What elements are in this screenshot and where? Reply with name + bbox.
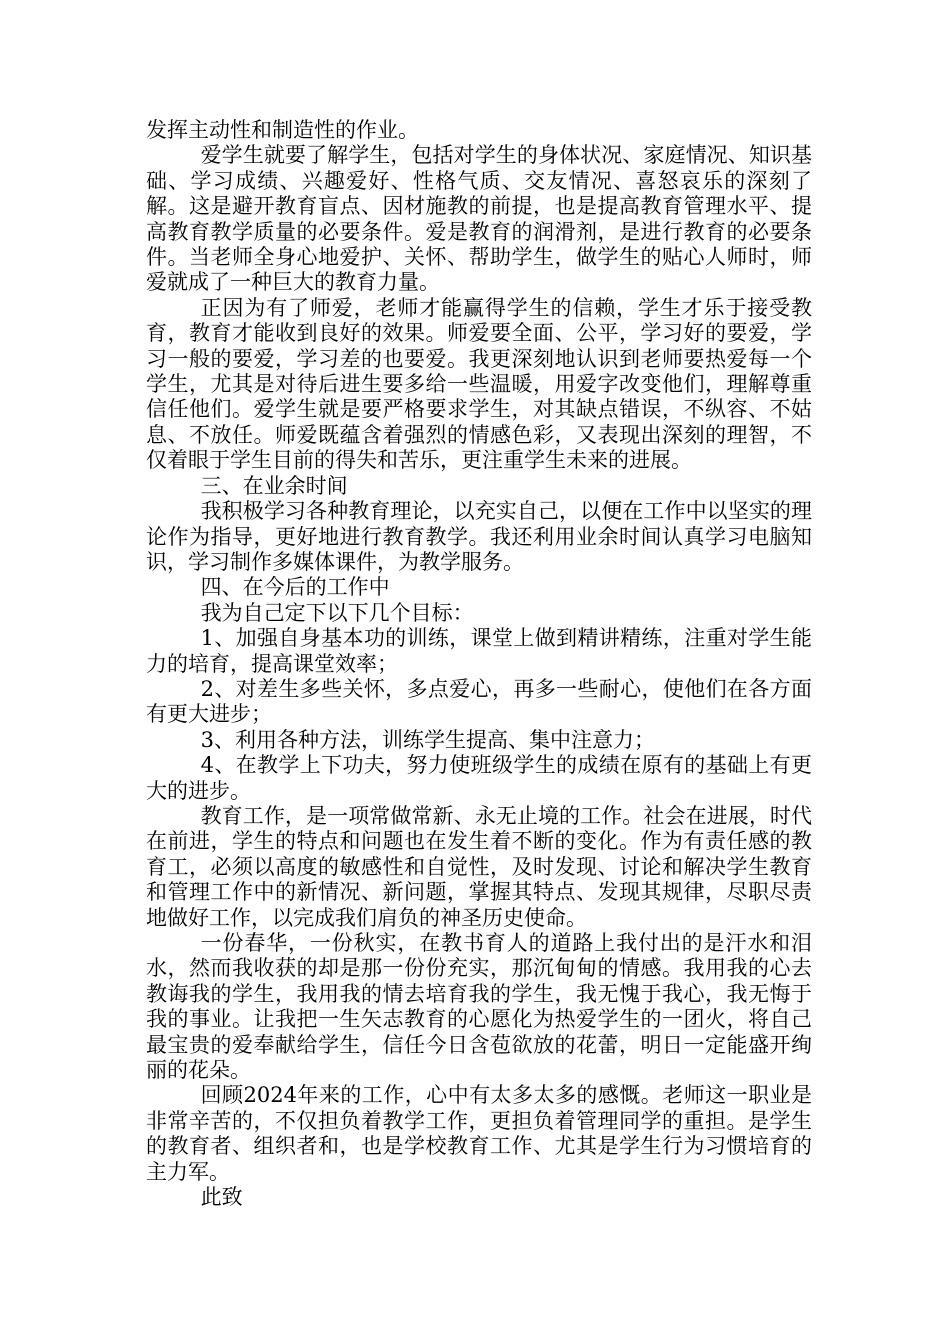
document-page [146, 118, 812, 1210]
goal-item-2: 2、对差生多些关怀，多点爱心，再多一些耐心，使他们在各方面有更大进步； [146, 676, 812, 727]
paragraph-4: 我积极学习各种教育理论，以充实自己，以便在工作中以坚实的理论作为指导，更好地进行教育教学。我还利用业余时间认真学习电脑知识，学习制作多媒体课件，为教学服务。 [146, 499, 812, 574]
paragraph-3: 正因为有了师爱，老师才能赢得学生的信赖，学生才乐于接受教育，教育才能收到良好的效果。师爱要全面、公平，学习好的要爱，学习一般的要爱，学习差的也要爱。我更深刻地认识到老师要热爱每一个学生，尤其是对待后进生要多给一些温暖，用爱字改变他们，理解尊重信任他们。爱学生就是要严格要求学生，对其缺点错误，不纵容、不姑息、不放任。师爱既蕴含着强烈的情感色彩，又表现出深刻的理智，不仅着眼于学生目前的得失和苦乐，更注重学生未来的进展。 [146, 295, 812, 473]
paragraph-2: 爱学生就要了解学生，包括对学生的身体状况、家庭情况、知识基础、学习成绩、兴趣爱好、性格气质、交友情况、喜怒哀乐的深刻了解。这是避开教育盲点、因材施教的前提，也是提高教育管理水平、提高教育教学质量的必要条件。爱是教育的润滑剂，是进行教育的必要条件。当老师全身心地爱护、关怀、帮助学生，做学生的贴心人师时，师爱就成了一种巨大的教育力量。 [146, 143, 812, 295]
paragraph-goals-intro: 我为自己定下以下几个目标： [200, 600, 474, 625]
paragraph-5: 教育工作，是一项常做常新、永无止境的工作。社会在进展，时代在前进，学生的特点和问题也在发生着不断的变化。作为有责任感的教育工，必须以高度的敏感性和自觉性，及时发现、讨论和解决学生教育和管理工作中的新情况、新问题，掌握其特点、发现其规律，尽职尽责地做好工作，以完成我们肩负的神圣历史使命。 [146, 803, 812, 930]
goal-item-3: 3、利用各种方法，训练学生提高、集中注意力； [200, 727, 655, 752]
closing-salutation: 此致 [200, 1185, 243, 1210]
paragraph-1: 发挥主动性和制造性的作业。 [146, 118, 419, 142]
goal-item-4: 4、在教学上下功夫，努力使班级学生的成绩在原有的基础上有更大的进步。 [146, 753, 812, 803]
paragraph-7: 回顾2024年来的工作，心中有太多太多的感慨。老师这一职业是非常辛苦的，不仅担负着教学工作，更担负着管理同学的重担。是学生的教育者、组织者和，也是学校教育工作、尤其是学生行为习惯培育的主力军。 [146, 1083, 812, 1184]
section-heading-3: 三、在业余时间 [200, 473, 348, 498]
section-heading-4: 四、在今后的工作中 [200, 575, 390, 600]
goal-item-1: 1、加强自身基本功的训练，课堂上做到精讲精练，注重对学生能力的培育，提高课堂效率； [146, 626, 812, 676]
paragraph-6: 一份春华，一份秋实，在教书育人的道路上我付出的是汗水和泪水，然而我收获的却是那一份份充实，那沉甸甸的情感。我用我的心去教诲我的学生，我用我的情去培育我的学生，我无愧于我心，我无悔于我的事业。让我把一生矢志教育的心愿化为热爱学生的一团火，将自己最宝贵的爱奉献给学生，信任今日含苞欲放的花蕾，明日一定能盛开绚丽的花朵。 [146, 931, 812, 1083]
